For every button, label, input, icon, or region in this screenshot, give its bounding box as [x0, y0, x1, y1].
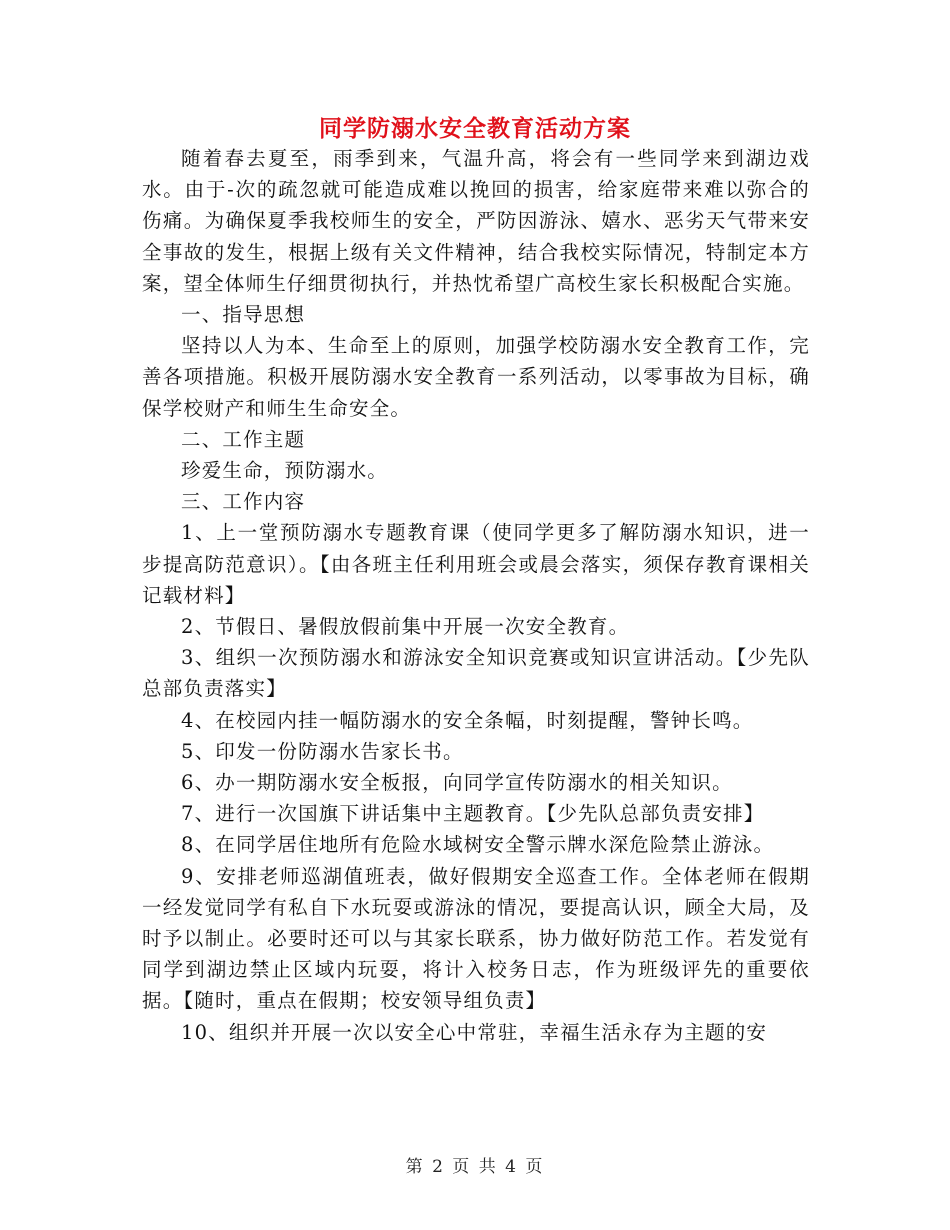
paragraph-intro: 随着春去夏至，雨季到来，气温升高，将会有一些同学来到湖边戏水。由于-次的疏忽就可能造成难以挽回的损害，给家庭带来难以弥合的伤痛。为确保夏季我校师生的安全，严防因游泳、嬉水、恶劣天气带来安全事故的发生，根据上级有关文件精神，结合我校实际情况，特制定本方案，望全体师生仔细贯彻执行，并热忱希望广高校生家长积极配合实施。 [142, 147, 810, 295]
list-item-8: 8、在同学居住地所有危险水域树安全警示牌水深危险禁止游泳。 [181, 833, 775, 857]
list-item-5: 5、印发一份防溺水告家长书。 [181, 739, 464, 763]
heading-work-content: 三、工作内容 [181, 490, 306, 514]
list-item-3: 3、组织一次预防溺水和游泳安全知识竞赛或知识宣讲活动。【少先队总部负责落实】 [142, 646, 810, 701]
list-item-9: 9、安排老师巡湖值班表，做好假期安全巡查工作。全体老师在假期一经发觉同学有私自下水玩耍或游泳的情况，要提高认识，顾全大局，及时予以制止。必要时还可以与其家长联系，协力做好防范工作。若发觉有同学到湖边禁止区域内玩耍，将计入校务日志，作为班级评先的重要依据。【随时，重点在假期；校安领导组负责】 [142, 864, 810, 1013]
list-item-6: 6、办一期防溺水安全板报，向同学宣传防溺水的相关知识。 [181, 771, 733, 795]
document-title: 同学防溺水安全教育活动方案 [319, 115, 631, 142]
page-footer: 第 2 页 共 4 页 [405, 1157, 545, 1177]
list-item-4: 4、在校园内挂一幅防溺水的安全条幅，时刻提醒，警钟长鸣。 [181, 708, 754, 732]
list-item-2: 2、节假日、暑假放假前集中开展一次安全教育。 [181, 615, 630, 639]
list-item-7: 7、进行一次国旗下讲话集中主题教育。【少先队总部负责安排】 [181, 802, 765, 826]
document-body [142, 143, 810, 1048]
heading-work-theme: 二、工作主题 [181, 427, 306, 451]
list-item-1: 1、上一堂预防溺水专题教育课（使同学更多了解防溺水知识，进一步提高防范意识）。【由各班主任利用班会或晨会落实，须保存教育课相关记载材料】 [142, 521, 810, 607]
list-item-10: 10、组织并开展一次以安全心中常驻，幸福生活永存为主题的安 [181, 1020, 768, 1044]
paragraph-work-theme: 珍爱生命，预防溺水。 [181, 459, 389, 483]
heading-guiding-ideology: 一、指导思想 [181, 303, 306, 327]
paragraph-guiding-ideology: 坚持以人为本、生命至上的原则，加强学校防溺水安全教育工作，完善各项措施。积极开展防溺水安全教育一系列活动，以零事故为目标，确保学校财产和师生生命安全。 [142, 334, 810, 420]
